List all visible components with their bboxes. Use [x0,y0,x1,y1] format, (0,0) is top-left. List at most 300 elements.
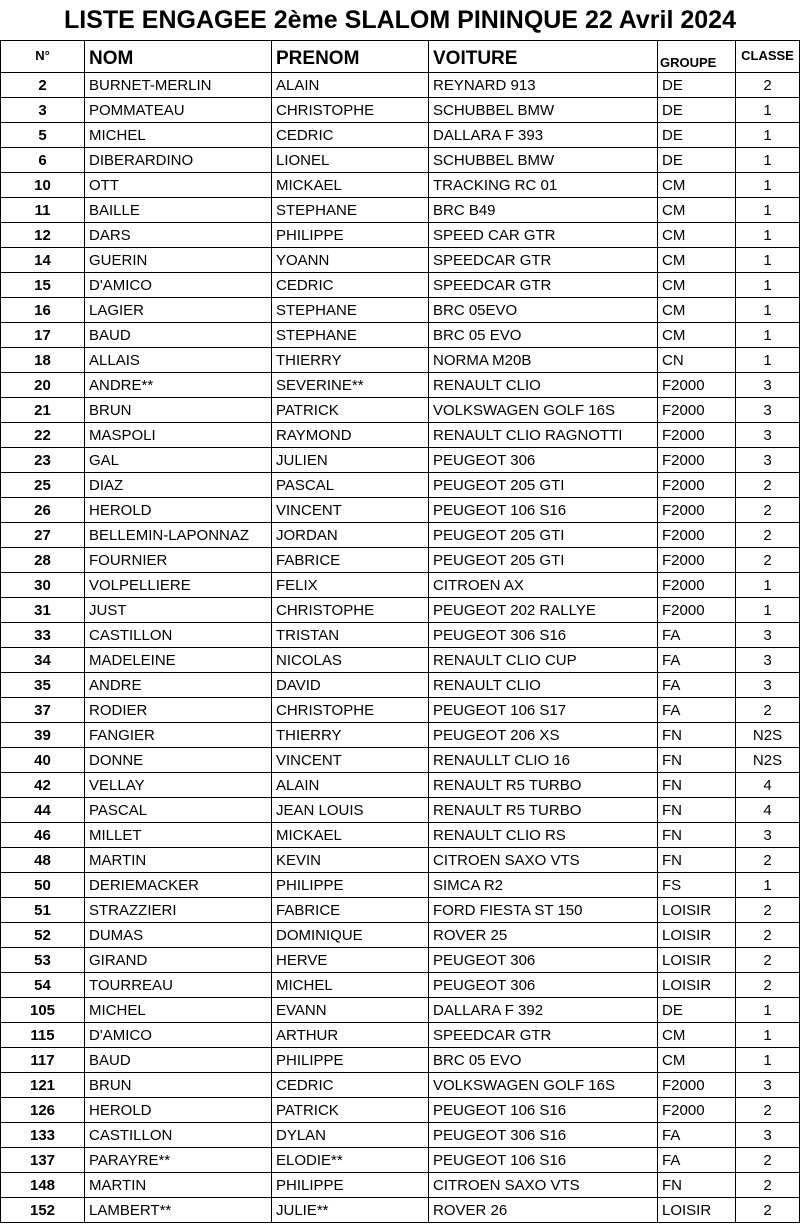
cell-num: 11 [1,198,85,223]
cell-voiture: PEUGEOT 205 GTI [429,473,658,498]
table-row [1,523,800,548]
cell-prenom: FABRICE [272,548,429,573]
cell-prenom: CHRISTOPHE [272,598,429,623]
cell-classe: 2 [736,1098,800,1123]
cell-num: 137 [1,1148,85,1173]
cell-nom: RODIER [85,698,272,723]
table-row [1,1123,800,1148]
table-row [1,673,800,698]
cell-classe: 3 [736,823,800,848]
cell-groupe: CM [658,248,736,273]
table-body [1,73,800,1223]
table-row [1,498,800,523]
table-row [1,1148,800,1173]
cell-num: 34 [1,648,85,673]
table-row [1,473,800,498]
cell-prenom: EVANN [272,998,429,1023]
cell-classe: 2 [736,523,800,548]
cell-groupe: F2000 [658,523,736,548]
cell-nom: BAUD [85,323,272,348]
cell-groupe: LOISIR [658,1198,736,1223]
cell-num: 18 [1,348,85,373]
cell-classe: 1 [736,248,800,273]
cell-prenom: MICKAEL [272,823,429,848]
cell-prenom: THIERRY [272,723,429,748]
cell-groupe: CM [658,173,736,198]
cell-prenom: VINCENT [272,748,429,773]
cell-voiture: BRC 05EVO [429,298,658,323]
cell-classe: 1 [736,998,800,1023]
cell-classe: 4 [736,798,800,823]
cell-voiture: PEUGEOT 306 [429,948,658,973]
cell-voiture: SCHUBBEL BMW [429,98,658,123]
cell-num: 17 [1,323,85,348]
header-groupe: GROUPE [658,41,736,73]
cell-voiture: SPEED CAR GTR [429,223,658,248]
cell-nom: HEROLD [85,1098,272,1123]
cell-voiture: RENAULT CLIO RAGNOTTI [429,423,658,448]
cell-voiture: CITROEN AX [429,573,658,598]
cell-prenom: JORDAN [272,523,429,548]
cell-voiture: VOLKSWAGEN GOLF 16S [429,1073,658,1098]
cell-groupe: F2000 [658,498,736,523]
table-row [1,1173,800,1198]
cell-groupe: FN [658,798,736,823]
cell-nom: VELLAY [85,773,272,798]
cell-num: 51 [1,898,85,923]
table-row [1,898,800,923]
table-row [1,73,800,98]
cell-groupe: CM [658,223,736,248]
cell-nom: MICHEL [85,123,272,148]
cell-groupe: F2000 [658,473,736,498]
cell-voiture: CITROEN SAXO VTS [429,848,658,873]
cell-num: 54 [1,973,85,998]
cell-groupe: DE [658,123,736,148]
cell-num: 115 [1,1023,85,1048]
table-row [1,548,800,573]
table-row [1,773,800,798]
cell-voiture: PEUGEOT 206 XS [429,723,658,748]
table-row [1,223,800,248]
cell-classe: 3 [736,673,800,698]
cell-voiture: PEUGEOT 106 S17 [429,698,658,723]
table-row [1,573,800,598]
cell-num: 48 [1,848,85,873]
cell-num: 133 [1,1123,85,1148]
cell-groupe: F2000 [658,1098,736,1123]
header-classe: CLASSE [736,41,800,73]
cell-classe: 1 [736,1023,800,1048]
table-row [1,798,800,823]
cell-classe: 3 [736,373,800,398]
table-row [1,648,800,673]
table-row [1,623,800,648]
cell-num: 10 [1,173,85,198]
cell-voiture: PEUGEOT 106 S16 [429,1098,658,1123]
table-row [1,848,800,873]
cell-classe: 1 [736,598,800,623]
cell-num: 39 [1,723,85,748]
table-row [1,1098,800,1123]
cell-classe: 1 [736,198,800,223]
cell-num: 6 [1,148,85,173]
cell-nom: JUST [85,598,272,623]
cell-nom: POMMATEAU [85,98,272,123]
cell-groupe: FA [658,698,736,723]
cell-classe: 3 [736,398,800,423]
cell-nom: DERIEMACKER [85,873,272,898]
header-prenom: PRENOM [272,41,429,73]
cell-groupe: FN [658,773,736,798]
cell-prenom: CHRISTOPHE [272,98,429,123]
cell-nom: DUMAS [85,923,272,948]
cell-voiture: VOLKSWAGEN GOLF 16S [429,398,658,423]
cell-prenom: DOMINIQUE [272,923,429,948]
cell-voiture: TRACKING RC 01 [429,173,658,198]
cell-classe: 3 [736,423,800,448]
cell-voiture: PEUGEOT 306 [429,973,658,998]
cell-classe: 2 [736,973,800,998]
cell-prenom: VINCENT [272,498,429,523]
cell-classe: 4 [736,773,800,798]
cell-nom: MADELEINE [85,648,272,673]
cell-prenom: FELIX [272,573,429,598]
cell-groupe: DE [658,998,736,1023]
cell-groupe: LOISIR [658,898,736,923]
cell-classe: 1 [736,1048,800,1073]
cell-prenom: PATRICK [272,398,429,423]
cell-prenom: NICOLAS [272,648,429,673]
cell-classe: 1 [736,323,800,348]
cell-prenom: PHILIPPE [272,1173,429,1198]
cell-voiture: SPEEDCAR GTR [429,1023,658,1048]
cell-groupe: CM [658,323,736,348]
cell-classe: 1 [736,173,800,198]
cell-prenom: CEDRIC [272,1073,429,1098]
cell-voiture: RENAULT CLIO [429,673,658,698]
cell-voiture: PEUGEOT 202 RALLYE [429,598,658,623]
cell-prenom: THIERRY [272,348,429,373]
cell-voiture: FORD FIESTA ST 150 [429,898,658,923]
cell-voiture: DALLARA F 393 [429,123,658,148]
cell-classe: 2 [736,1148,800,1173]
cell-prenom: ELODIE** [272,1148,429,1173]
cell-num: 35 [1,673,85,698]
cell-num: 22 [1,423,85,448]
cell-voiture: PEUGEOT 205 GTI [429,523,658,548]
cell-voiture: ROVER 25 [429,923,658,948]
cell-groupe: CN [658,348,736,373]
cell-classe: 1 [736,273,800,298]
cell-groupe: LOISIR [658,948,736,973]
cell-prenom: PHILIPPE [272,1048,429,1073]
cell-nom: STRAZZIERI [85,898,272,923]
cell-voiture: RENAULT R5 TURBO [429,773,658,798]
table-row [1,1073,800,1098]
cell-prenom: PASCAL [272,473,429,498]
cell-prenom: TRISTAN [272,623,429,648]
cell-nom: BAUD [85,1048,272,1073]
table-row [1,423,800,448]
cell-classe: 2 [736,473,800,498]
cell-nom: VOLPELLIERE [85,573,272,598]
cell-prenom: SEVERINE** [272,373,429,398]
page-title: LISTE ENGAGEE 2ème SLALOM PININQUE 22 Avril 2024 [64,6,736,34]
table-row [1,1198,800,1223]
cell-num: 2 [1,73,85,98]
cell-prenom: KEVIN [272,848,429,873]
table-row [1,173,800,198]
cell-num: 3 [1,98,85,123]
cell-num: 50 [1,873,85,898]
cell-nom: TOURREAU [85,973,272,998]
table-row [1,823,800,848]
cell-num: 14 [1,248,85,273]
cell-nom: LAMBERT** [85,1198,272,1223]
cell-prenom: CEDRIC [272,273,429,298]
cell-prenom: JEAN LOUIS [272,798,429,823]
cell-classe: 3 [736,623,800,648]
cell-classe: 2 [736,548,800,573]
cell-num: 30 [1,573,85,598]
table-row [1,98,800,123]
table-row [1,948,800,973]
cell-num: 16 [1,298,85,323]
header-row [1,41,800,73]
cell-num: 15 [1,273,85,298]
table-row [1,748,800,773]
cell-voiture: PEUGEOT 306 S16 [429,623,658,648]
cell-voiture: PEUGEOT 205 GTI [429,548,658,573]
cell-num: 25 [1,473,85,498]
cell-classe: 1 [736,298,800,323]
cell-voiture: BRC 05 EVO [429,323,658,348]
cell-nom: BRUN [85,1073,272,1098]
cell-nom: MILLET [85,823,272,848]
cell-prenom: PATRICK [272,1098,429,1123]
cell-classe: 1 [736,123,800,148]
cell-prenom: ALAIN [272,773,429,798]
cell-num: 148 [1,1173,85,1198]
cell-groupe: DE [658,98,736,123]
cell-nom: ANDRE [85,673,272,698]
cell-num: 23 [1,448,85,473]
cell-nom: MASPOLI [85,423,272,448]
cell-groupe: FA [658,673,736,698]
cell-voiture: BRC 05 EVO [429,1048,658,1073]
cell-nom: DIAZ [85,473,272,498]
cell-groupe: F2000 [658,548,736,573]
cell-prenom: STEPHANE [272,198,429,223]
cell-classe: 3 [736,448,800,473]
cell-groupe: FN [658,848,736,873]
cell-groupe: CM [658,1048,736,1073]
cell-classe: 1 [736,873,800,898]
cell-prenom: JULIEN [272,448,429,473]
cell-prenom: LIONEL [272,148,429,173]
cell-num: 52 [1,923,85,948]
cell-nom: HEROLD [85,498,272,523]
cell-classe: 2 [736,923,800,948]
cell-voiture: PEUGEOT 106 S16 [429,1148,658,1173]
cell-classe: 3 [736,1123,800,1148]
table-row [1,1023,800,1048]
cell-voiture: SIMCA R2 [429,873,658,898]
header-voiture: VOITURE [429,41,658,73]
cell-groupe: DE [658,148,736,173]
cell-prenom: HERVE [272,948,429,973]
cell-classe: 2 [736,1198,800,1223]
cell-voiture: ROVER 26 [429,1198,658,1223]
cell-nom: BURNET-MERLIN [85,73,272,98]
cell-num: 31 [1,598,85,623]
cell-nom: GIRAND [85,948,272,973]
cell-nom: MARTIN [85,848,272,873]
cell-prenom: STEPHANE [272,323,429,348]
table-row [1,323,800,348]
table-row [1,448,800,473]
cell-nom: BRUN [85,398,272,423]
cell-nom: OTT [85,173,272,198]
cell-num: 44 [1,798,85,823]
table-row [1,1048,800,1073]
cell-num: 152 [1,1198,85,1223]
cell-nom: DIBERARDINO [85,148,272,173]
cell-groupe: LOISIR [658,973,736,998]
cell-voiture: RENAULT CLIO CUP [429,648,658,673]
cell-nom: DARS [85,223,272,248]
cell-groupe: LOISIR [658,923,736,948]
cell-groupe: CM [658,298,736,323]
cell-prenom: STEPHANE [272,298,429,323]
cell-num: 27 [1,523,85,548]
table-row [1,698,800,723]
cell-prenom: CHRISTOPHE [272,698,429,723]
cell-voiture: NORMA M20B [429,348,658,373]
cell-nom: LAGIER [85,298,272,323]
cell-nom: FANGIER [85,723,272,748]
cell-voiture: BRC B49 [429,198,658,223]
cell-num: 53 [1,948,85,973]
cell-num: 37 [1,698,85,723]
cell-groupe: F2000 [658,448,736,473]
cell-num: 20 [1,373,85,398]
cell-nom: D'AMICO [85,273,272,298]
cell-num: 21 [1,398,85,423]
table-row [1,198,800,223]
cell-groupe: F2000 [658,373,736,398]
cell-voiture: REYNARD 913 [429,73,658,98]
table-row [1,398,800,423]
cell-groupe: FN [658,723,736,748]
table-row [1,998,800,1023]
cell-prenom: CEDRIC [272,123,429,148]
cell-classe: 1 [736,148,800,173]
cell-nom: MICHEL [85,998,272,1023]
cell-groupe: FN [658,748,736,773]
cell-classe: 1 [736,98,800,123]
cell-num: 46 [1,823,85,848]
table-row [1,348,800,373]
cell-groupe: F2000 [658,423,736,448]
cell-classe: N2S [736,723,800,748]
cell-nom: GUERIN [85,248,272,273]
cell-classe: N2S [736,748,800,773]
cell-prenom: RAYMOND [272,423,429,448]
cell-groupe: FA [658,1148,736,1173]
cell-nom: MARTIN [85,1173,272,1198]
cell-num: 5 [1,123,85,148]
cell-groupe: CM [658,273,736,298]
cell-classe: 2 [736,698,800,723]
cell-nom: D'AMICO [85,1023,272,1048]
cell-nom: DONNE [85,748,272,773]
cell-classe: 2 [736,73,800,98]
cell-prenom: PHILIPPE [272,873,429,898]
cell-nom: BAILLE [85,198,272,223]
cell-classe: 2 [736,948,800,973]
cell-num: 40 [1,748,85,773]
cell-classe: 1 [736,223,800,248]
cell-nom: GAL [85,448,272,473]
cell-nom: PARAYRE** [85,1148,272,1173]
cell-groupe: FS [658,873,736,898]
cell-classe: 1 [736,573,800,598]
table-row [1,273,800,298]
cell-num: 126 [1,1098,85,1123]
cell-prenom: PHILIPPE [272,223,429,248]
cell-num: 105 [1,998,85,1023]
cell-num: 26 [1,498,85,523]
cell-nom: FOURNIER [85,548,272,573]
table-row [1,298,800,323]
table-row [1,873,800,898]
table-row [1,598,800,623]
table-row [1,248,800,273]
cell-prenom: JULIE** [272,1198,429,1223]
cell-nom: CASTILLON [85,623,272,648]
cell-voiture: CITROEN SAXO VTS [429,1173,658,1198]
cell-voiture: RENAULT CLIO [429,373,658,398]
table-row [1,723,800,748]
cell-num: 42 [1,773,85,798]
cell-voiture: RENAULLT CLIO 16 [429,748,658,773]
cell-groupe: FN [658,823,736,848]
cell-voiture: PEUGEOT 306 [429,448,658,473]
cell-groupe: DE [658,73,736,98]
cell-voiture: DALLARA F 392 [429,998,658,1023]
cell-prenom: DYLAN [272,1123,429,1148]
cell-classe: 3 [736,1073,800,1098]
cell-voiture: PEUGEOT 106 S16 [429,498,658,523]
cell-classe: 2 [736,498,800,523]
cell-groupe: FA [658,623,736,648]
cell-num: 117 [1,1048,85,1073]
cell-classe: 1 [736,348,800,373]
cell-nom: BELLEMIN-LAPONNAZ [85,523,272,548]
cell-groupe: FN [658,1173,736,1198]
cell-classe: 2 [736,898,800,923]
cell-voiture: SPEEDCAR GTR [429,273,658,298]
cell-num: 121 [1,1073,85,1098]
cell-groupe: F2000 [658,598,736,623]
cell-num: 33 [1,623,85,648]
table-row [1,973,800,998]
cell-prenom: ALAIN [272,73,429,98]
cell-groupe: F2000 [658,1073,736,1098]
cell-nom: ANDRE** [85,373,272,398]
